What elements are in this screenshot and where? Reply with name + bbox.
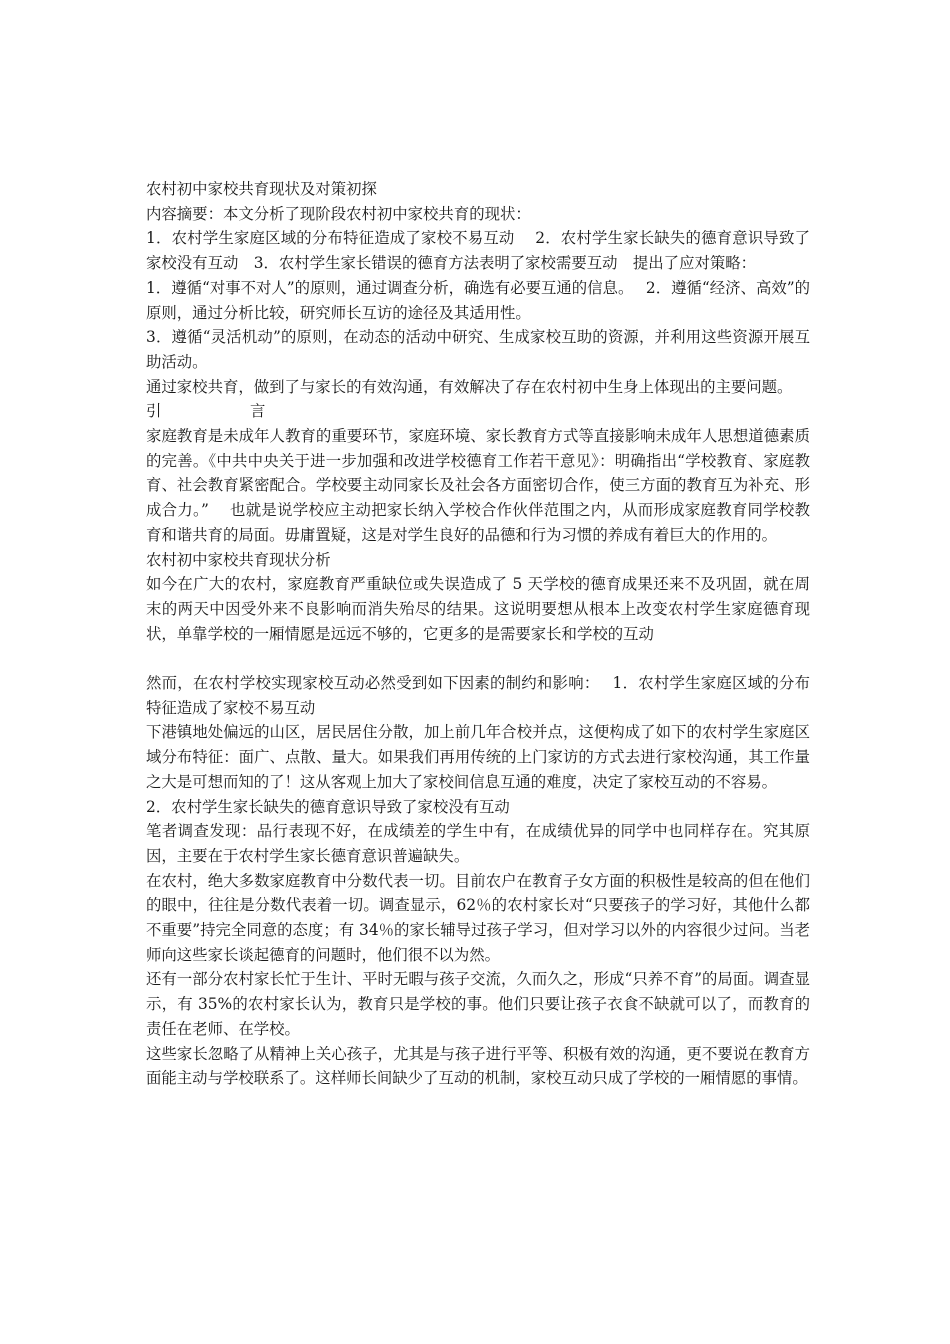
subsection-heading: 2．农村学生家长缺失的德育意识导致了家校没有互动 bbox=[146, 797, 510, 816]
section-heading: 农村初中家校共育现状分析 bbox=[146, 550, 331, 569]
section-paragraph: 在农村，绝大多数家庭教育中分数代表一切。目前农户在教育子女方面的积极性是较高的但在他们的眼中，往往是分数代表着一切。调查显示，62％的农村家长对“只要孩子的学习好，其他什么都不重要”持完全同意的态度；有 34％的家长辅导过孩子学习，但对学习以外的内容很少过问。当老师向这些家长谈起德育的问题时，他们很不以为然。 bbox=[146, 871, 810, 964]
section-paragraph: 笔者调查发现：品行表现不好，在成绩差的学生中有，在成绩优异的同学中也同样存在。究其原因，主要在于农村学生家长德育意识普遍缺失。 bbox=[146, 822, 810, 865]
document-title: 农村初中家校共育现状及对策初探 bbox=[146, 180, 377, 198]
section-paragraph: 然而，在农村学校实现家校互动必然受到如下因素的制约和影响： 1．农村学生家庭区域的分布特征造成了家校不易互动 bbox=[146, 674, 810, 717]
abstract-intro: 内容摘要：本文分析了现阶段农村初中家校共育的现状： bbox=[146, 204, 531, 223]
introduction-heading-char: 言 bbox=[250, 402, 266, 421]
blank-line bbox=[146, 646, 810, 671]
section-paragraph: 下港镇地处偏远的山区，居民居住分散，加上前几年合校并点，这便构成了如下的农村学生家庭区域分布特征：面广、点散、量大。如果我们再用传统的上门家访的方式去进行家校沟通，其工作量之大是可想而知的了！这从客观上加大了家校间信息互通的难度，决定了家校互动的不容易。 bbox=[146, 723, 810, 791]
introduction-heading bbox=[146, 399, 810, 424]
abstract-paragraph: 1．遵循“对事不对人”的原则，通过调查分析，确选有必要互通的信息。 2．遵循“经济、高效”的原则，通过分析比较，研究师长互访的途径及其适用性。 bbox=[146, 278, 810, 322]
abstract-paragraph: 3．遵循“灵活机动”的原则，在动态的活动中研究、生成家校互助的资源，并利用这些资源开展互助活动。 bbox=[146, 328, 810, 371]
section-paragraph: 还有一部分农村家长忙于生计、平时无暇与孩子交流，久而久之，形成“只养不育”的局面。调查显示，有 35%的农村家长认为，教育只是学校的事。他们只要让孩子衣食不缺就可以了，而教育的责任在老师、在学校。 bbox=[146, 970, 810, 1038]
introduction-paragraph: 家庭教育是未成年人教育的重要环节，家庭环境、家长教育方式等直接影响未成年人思想道德素质的完善。《中共中央关于进一步加强和改进学校德育工作若干意见》：明确指出“学校教育、家庭教育、社会教育紧密配合。学校要主动同家长及社会各方面密切合作，使三方面的教育互为补充、形成合力。” 也就是说学校应主动把家长纳入学校合作伙伴范围之内，从而形成家庭教育同学校教育和谐共育的局面。毋庸置疑，这是对学生良好的品德和行为习惯的养成有着巨大的作用的。 bbox=[146, 427, 810, 544]
section-paragraph: 如今在广大的农村，家庭教育严重缺位或失误造成了 5 天学校的德育成果还来不及巩固，就在周末的两天中因受外来不良影响而消失殆尽的结果。这说明要想从根本上改变农村学生家庭德育现状，单靠学校的一厢情愿是远远不够的，它更多的是需要家长和学校的互动 bbox=[146, 575, 810, 643]
abstract-paragraph: 通过家校共育，做到了与家长的有效沟通，有效解决了存在农村初中生身上体现出的主要问题。 bbox=[146, 377, 793, 396]
introduction-heading-char: 引 bbox=[146, 402, 162, 421]
section-paragraph: 这些家长忽略了从精神上关心孩子，尤其是与孩子进行平等、积极有效的沟通，更不要说在教育方面能主动与学校联系了。这样师长间缺少了互动的机制，家校互动只成了学校的一厢情愿的事情。 bbox=[146, 1044, 810, 1088]
abstract-paragraph: 1．农村学生家庭区域的分布特征造成了家校不易互动 2．农村学生家长缺失的德育意识导致了家校没有互动 3．农村学生家长错误的德育方法表明了家校需要互动 提出了应对策略： bbox=[146, 229, 810, 273]
document-page bbox=[146, 177, 810, 1091]
